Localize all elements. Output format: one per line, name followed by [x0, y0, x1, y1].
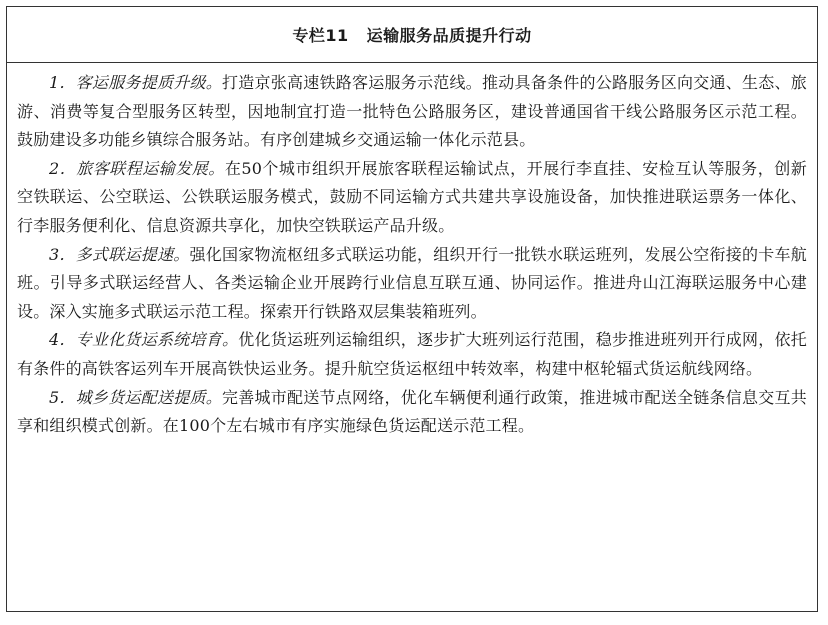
action-item-heading: 3．多式联运提速。 — [49, 244, 190, 264]
action-item-body: 完善城市配送节点网络，优化车辆便利通行政策，推进城市配送全链条信息交互共享和组织模式创新。在100个左右城市有序实施绿色货运配送示范工程。 — [17, 387, 808, 436]
action-item-body: 强化国家物流枢纽多式联运功能，组织开行一批铁水联运班列，发展公空衔接的卡车航班。引导多式联运经营人、各类运输企业开展跨行业信息互联互通、协同运作。推进舟山江海联运服务中心建设。深入实施多式联运示范工程。探索开行铁路双层集装箱班列。 — [17, 244, 807, 321]
box-header — [7, 7, 817, 63]
action-item — [17, 241, 807, 327]
action-item — [17, 69, 807, 155]
box-title — [292, 23, 531, 46]
action-item-heading: 1．客运服务提质升级。 — [49, 73, 222, 92]
action-item-body: 在50个城市组织开展旅客联程运输试点，开展行李直挂、安检互认等服务，创新空铁联运、公空联运、公铁联运服务模式，鼓励不同运输方式共建共享设施设备，加快推进联运票务一体化、行李服务便利化、信息资源共享化，加快空铁联运产品升级。 — [17, 158, 808, 235]
action-item — [17, 155, 807, 241]
action-item-heading: 2．旅客联程运输发展。 — [49, 158, 225, 178]
box-content — [7, 63, 817, 441]
feature-box — [6, 6, 818, 612]
action-item-heading: 5．城乡货运配送提质。 — [49, 387, 222, 407]
action-item — [17, 384, 807, 441]
action-item-body: 打造京张高速铁路客运服务示范线。推动具备条件的公路服务区向交通、生态、旅游、消费等复合型服务区转型，因地制宜打造一批特色公路服务区，建设普通国省干线公路服务区示范工程。鼓励建设多功能乡镇综合服务站。有序创建城乡交通运输一体化示范县。 — [17, 73, 808, 150]
action-item — [17, 326, 807, 383]
action-item-heading: 4．专业化货运系统培育。 — [49, 330, 239, 350]
action-item-body: 优化货运班列运输组织，逐步扩大班列运行范围，稳步推进班列开行成网，依托有条件的高铁客运列车开展高铁快运业务。提升航空货运枢纽中转效率，构建中枢轮辐式货运航线网络。 — [17, 330, 807, 378]
box-title-label: 专栏11 — [292, 26, 349, 45]
box-title-text: 运输服务品质提升行动 — [366, 26, 532, 45]
